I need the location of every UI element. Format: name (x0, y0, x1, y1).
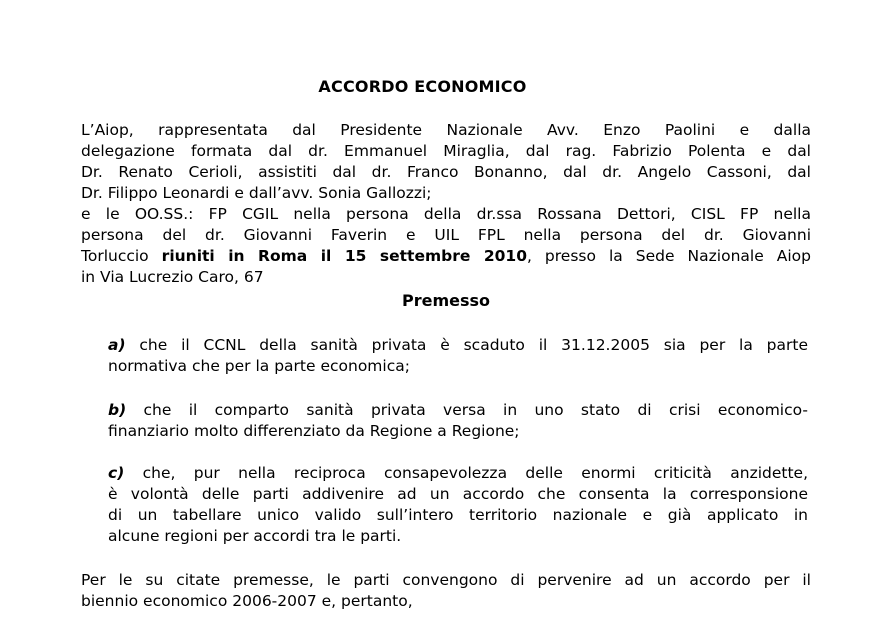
list-item-text: che il comparto sanità privata versa in uno stato di crisi economico- (126, 401, 808, 419)
list-marker: b) (108, 401, 127, 419)
list-item-line (108, 400, 808, 421)
meeting-date-text: riuniti in Roma il 15 settembre 2010 (161, 247, 527, 265)
intro-line-5: e le OO.SS.: FP CGIL nella persona della dr.ssa Rossana Dettori, CISL FP nella (81, 205, 811, 223)
intro-paragraph (81, 120, 811, 288)
intro-line-4: Dr. Filippo Leonardi e dall’avv. Sonia Gallozzi; (81, 184, 432, 202)
closing-line-1: Per le su citate premesse, le parti convengono di pervenire ad un accordo per il (81, 571, 811, 589)
section-heading: Premesso (401, 291, 491, 310)
list-item-line (108, 335, 808, 356)
list-item-text: che, pur nella reciproca consapevolezza delle enormi criticità anzidette, (124, 464, 808, 482)
list-item-text: che il CCNL della sanità privata è scaduto il 31.12.2005 sia per la parte (125, 336, 808, 354)
intro-line-6: persona del dr. Giovanni Faverin e UIL FPL nella persona del dr. Giovanni (81, 226, 811, 244)
list-marker: a) (108, 336, 126, 354)
intro-line-3: Dr. Renato Cerioli, assistiti dal dr. Franco Bonanno, dal dr. Angelo Cassoni, dal (81, 163, 811, 181)
intro-line-7 (81, 246, 811, 267)
intro-line-8: in Via Lucrezio Caro, 67 (81, 268, 264, 286)
closing-line-2: biennio economico 2006-2007 e, pertanto, (81, 592, 413, 610)
list-item-line: è volontà delle parti addivenire ad un accordo che consenta la corresponsione (108, 485, 808, 503)
intro-line-1: L’Aiop, rappresentata dal Presidente Nazionale Avv. Enzo Paolini e dalla (81, 121, 811, 139)
list-item (108, 335, 808, 377)
intro-line-7-start: Torluccio (81, 247, 162, 265)
list-item-line: finanziario molto differenziato da Regione a Regione; (108, 422, 520, 440)
intro-line-2: delegazione formata dal dr. Emmanuel Miraglia, dal rag. Fabrizio Polenta e dal (81, 142, 811, 160)
list-item-line: alcune regioni per accordi tra le parti. (108, 527, 402, 545)
list-item-line: di un tabellare unico valido sull’intero territorio nazionale e già applicato in (108, 506, 808, 524)
list-item (108, 400, 808, 442)
list-item-line (108, 463, 808, 484)
list-marker: c) (108, 464, 125, 482)
intro-line-7-end: , presso la Sede Nazionale Aiop (526, 247, 811, 265)
list-item-line: normativa che per la parte economica; (108, 357, 410, 375)
list-item (108, 463, 808, 547)
closing-paragraph (81, 570, 811, 612)
document-title: ACCORDO ECONOMICO (318, 77, 527, 96)
